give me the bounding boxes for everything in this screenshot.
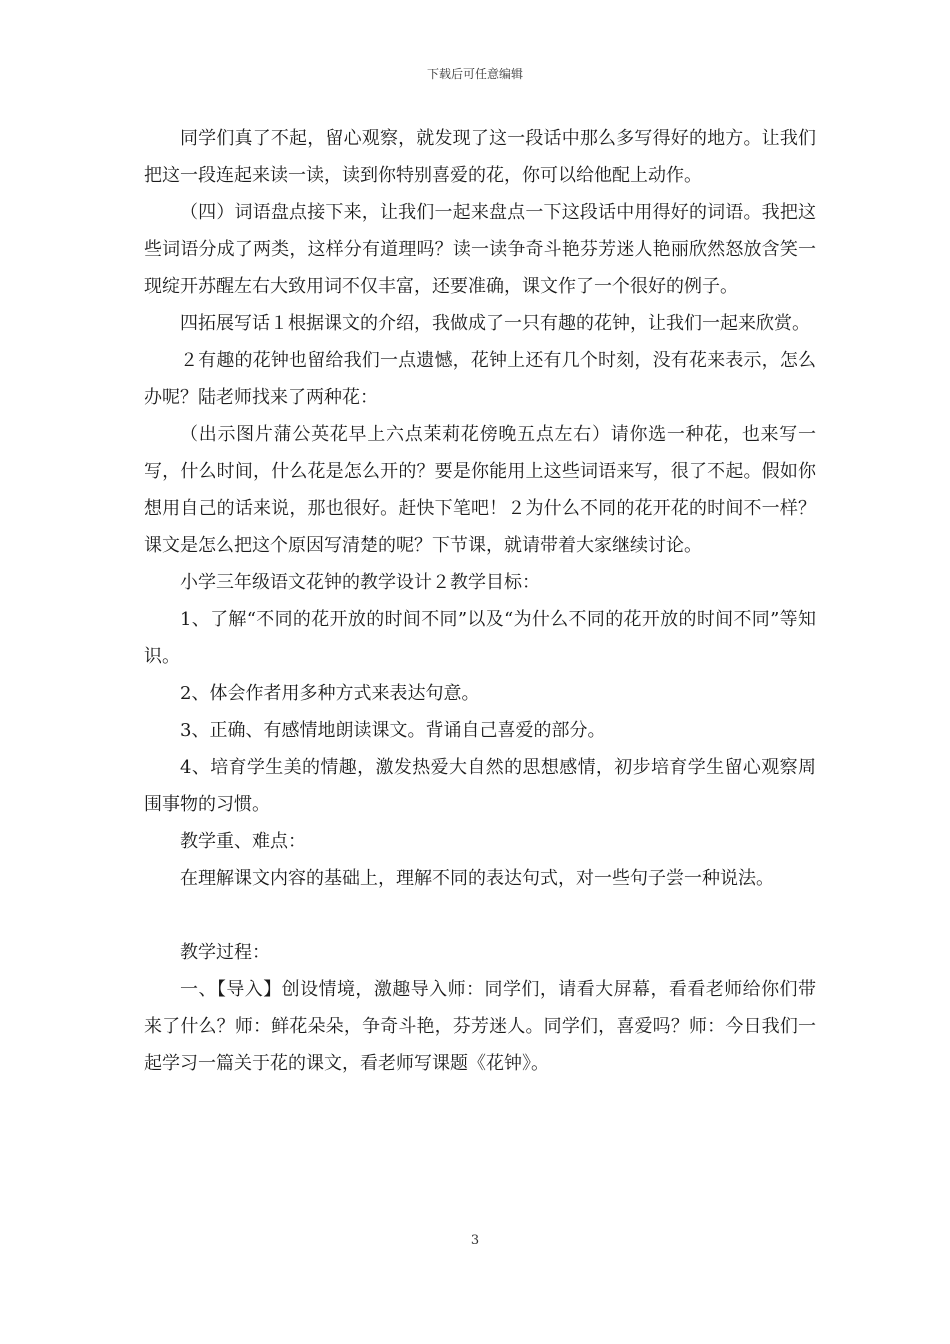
paragraph-8: 2、体会作者用多种方式来表达句意。	[180, 683, 480, 704]
paragraph-6: 小学三年级语文花钟的教学设计２教学目标：	[180, 572, 540, 593]
page-header: 下载后可任意编辑	[426, 67, 523, 81]
page-number: 3	[470, 1233, 480, 1248]
paragraph-3: 四拓展写话１根据课文的介绍，我做成了一只有趣的花钟，让我们一起来欣赏。	[180, 313, 810, 334]
paragraph-4: ２有趣的花钟也留给我们一点遗憾，花钟上还有几个时刻，没有花来表示，怎么办呢？陆老师找来了两种花：	[144, 350, 816, 408]
paragraph-1: 同学们真了不起，留心观察，就发现了这一段话中那么多写得好的地方。让我们把这一段连起来读一读，读到你特别喜爱的花，你可以给他配上动作。	[144, 128, 816, 186]
paragraph-7: 1、了解“不同的花开放的时间不同”以及“为什么不同的花开放的时间不同”等知识。	[144, 609, 816, 667]
paragraph-2: （四）词语盘点接下来，让我们一起来盘点一下这段话中用得好的词语。我把这些词语分成了两类，这样分有道理吗？读一读争奇斗艳芬芳迷人艳丽欣然怒放含笑一现绽开苏醒左右大致用词不仅丰富，还要准确，课文作了一个很好的例子。	[144, 202, 816, 297]
paragraph-9: 3、正确、有感情地朗读课文。背诵自己喜爱的部分。	[180, 720, 606, 741]
paragraph-13: 教学过程：	[180, 942, 270, 963]
blank-line	[144, 897, 816, 934]
document-body	[144, 120, 816, 1082]
paragraph-11: 教学重、难点：	[180, 831, 306, 852]
paragraph-14: 一、【导入】创设情境，激趣导入师：同学们，请看大屏幕，看看老师给你们带来了什么？师：鲜花朵朵，争奇斗艳，芬芳迷人。同学们，喜爱吗？师：今日我们一起学习一篇关于花的课文，看老师写课题《花钟》。	[144, 979, 816, 1074]
paragraph-10: 4、培育学生美的情趣，激发热爱大自然的思想感情，初步培育学生留心观察周围事物的习惯。	[144, 757, 816, 815]
paragraph-12: 在理解课文内容的基础上，理解不同的表达句式，对一些句子尝一种说法。	[180, 868, 774, 889]
paragraph-5: （出示图片蒲公英花早上六点茉莉花傍晚五点左右）请你选一种花，也来写一写，什么时间，什么花是怎么开的？要是你能用上这些词语来写，很了不起。假如你想用自己的话来说，那也很好。赶快下笔吧！２为什么不同的花开花的时间不一样？课文是怎么把这个原因写清楚的呢？下节课，就请带着大家继续讨论。	[144, 424, 816, 556]
